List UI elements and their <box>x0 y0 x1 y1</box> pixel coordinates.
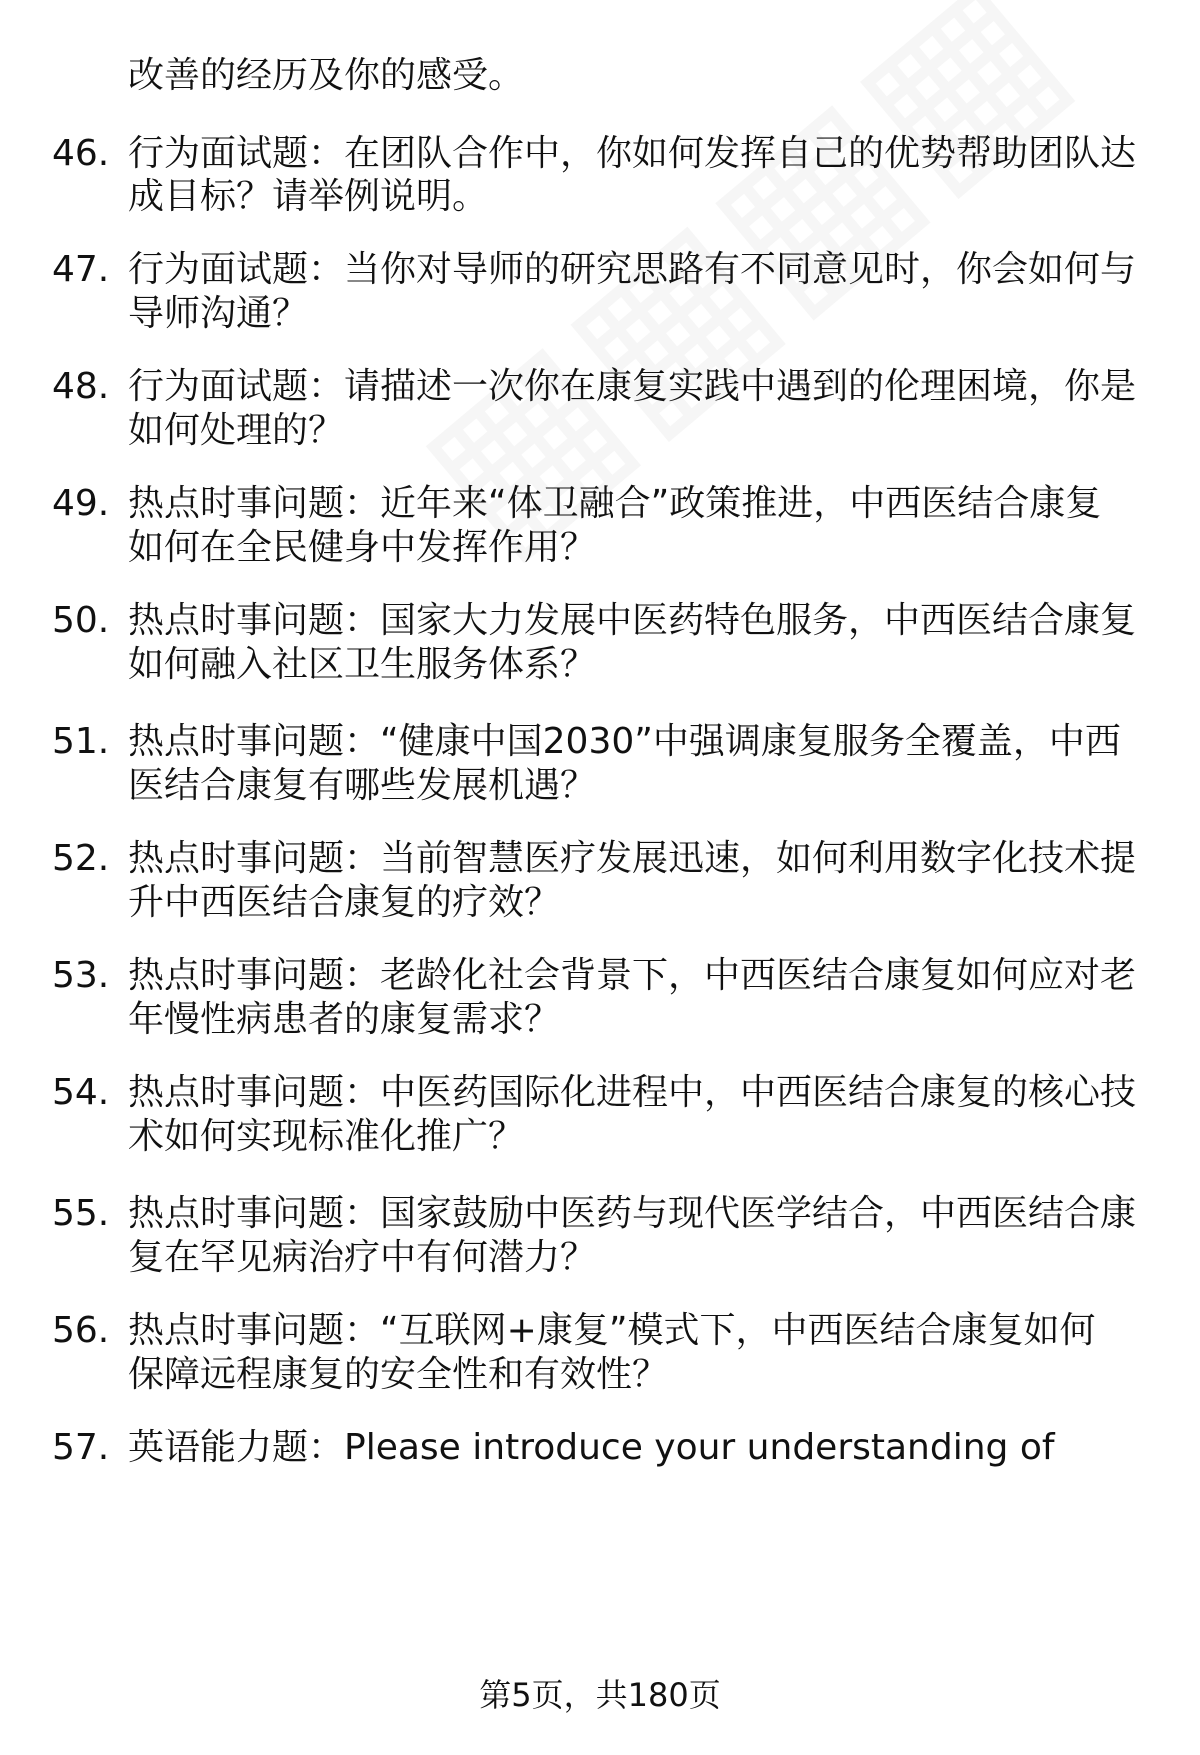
question-text-line2: 术如何实现标准化推广？ <box>128 1116 525 1157</box>
question-text-line2: 年慢性病患者的康复需求？ <box>128 999 561 1040</box>
question-text-line1: 行为面试题：在团队合作中，你如何发挥自己的优势帮助团队达 <box>128 133 1137 174</box>
question-text-line2: 如何在全民健身中发挥作用？ <box>128 527 597 568</box>
question-number: 46. <box>52 133 110 174</box>
question-number: 56. <box>52 1310 110 1351</box>
question-text-line1: 热点时事问题：中医药国际化进程中，中西医结合康复的核心技 <box>128 1072 1137 1113</box>
question-text-line1: 热点时事问题：老龄化社会背景下，中西医结合康复如何应对老 <box>128 955 1137 996</box>
question-text-line2: 导师沟通？ <box>128 293 309 334</box>
question-text-line1: 行为面试题：请描述一次你在康复实践中遇到的伦理困境，你是 <box>128 366 1137 407</box>
question-number: 55. <box>52 1193 110 1234</box>
question-number: 48. <box>52 366 110 407</box>
question-text-line1: 行为面试题：当你对导师的研究思路有不同意见时，你会如何与 <box>128 249 1137 290</box>
question-number: 52. <box>52 838 110 879</box>
question-text-line2: 保障远程康复的安全性和有效性？ <box>128 1354 669 1395</box>
question-number: 50. <box>52 600 110 641</box>
question-text-line2: 成目标？请举例说明。 <box>128 176 489 217</box>
question-text-line1: 热点时事问题：国家大力发展中医药特色服务，中西医结合康复 <box>128 600 1137 641</box>
question-number: 51. <box>52 721 110 762</box>
question-text-line2: 如何处理的？ <box>128 410 345 451</box>
question-text-line2: 复在罕见病治疗中有何潜力？ <box>128 1237 597 1278</box>
question-text-line2: 医结合康复有哪些发展机遇？ <box>128 765 597 806</box>
question-number: 54. <box>52 1072 110 1113</box>
question-text-line2: 如何融入社区卫生服务体系？ <box>128 644 597 685</box>
continued-text: 改善的经历及你的感受。 <box>128 55 525 96</box>
question-number: 53. <box>52 955 110 996</box>
question-text-line1: 热点时事问题：“健康中国2030”中强调康复服务全覆盖，中西 <box>128 721 1121 762</box>
page-footer: 第5页，共180页 <box>479 1676 721 1714</box>
question-text-line1: 热点时事问题：“互联网+康复”模式下，中西医结合康复如何 <box>128 1310 1096 1351</box>
question-number: 47. <box>52 249 110 290</box>
question-text-line1: 热点时事问题：当前智慧医疗发展迅速，如何利用数字化技术提 <box>128 838 1137 879</box>
question-text-line2: 升中西医结合康复的疗效？ <box>128 882 561 923</box>
question-number: 57. <box>52 1427 110 1468</box>
question-number: 49. <box>52 483 110 524</box>
question-text-line1: 热点时事问题：国家鼓励中医药与现代医学结合，中西医结合康 <box>128 1193 1137 1234</box>
question-text-line1: 英语能力题：Please introduce your understanding of <box>128 1427 1055 1468</box>
question-text-line1: 热点时事问题：近年来“体卫融合”政策推进，中西医结合康复 <box>128 483 1102 524</box>
